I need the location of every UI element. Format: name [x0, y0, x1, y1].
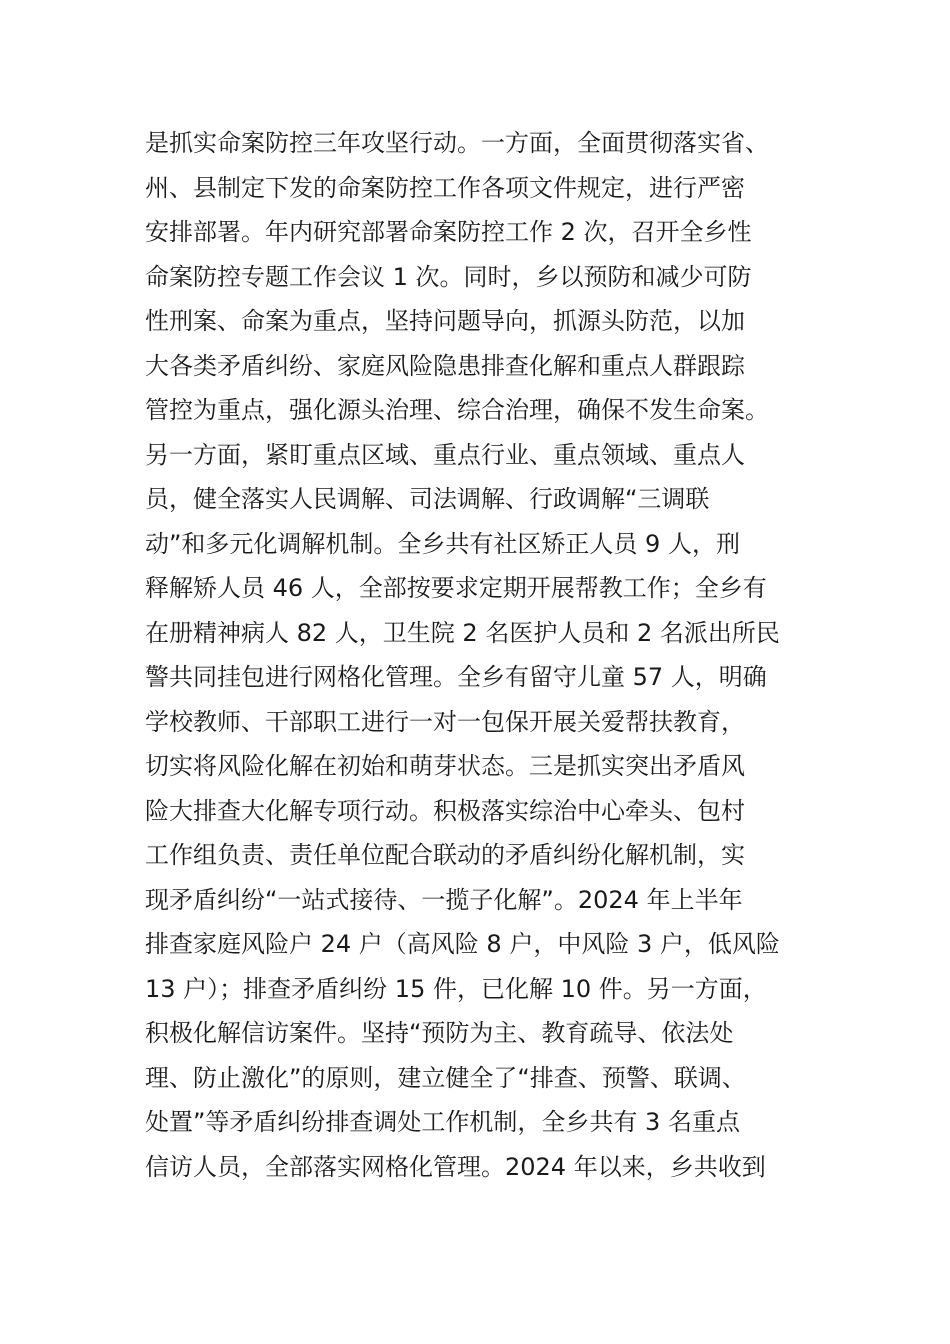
body-text	[145, 121, 815, 1189]
text-line: 员，健全落实人民调解、司法调解、行政调解“三调联	[145, 485, 710, 513]
text-line: 13 户）；排查矛盾纠纷 15 件，已化解 10 件。另一方面，	[145, 974, 767, 1003]
text-line: 是抓实命案防控三年攻坚行动。一方面，全面贯彻落实省、	[145, 129, 769, 157]
text-line: 释解矫人员 46 人，全部按要求定期开展帮教工作；全乡有	[145, 574, 767, 602]
text-line: 积极化解信访案件。坚持“预防为主、教育疏导、依法处	[145, 1019, 734, 1047]
text-line: 性刑案、命案为重点，坚持问题导向，抓源头防范，以加	[145, 307, 745, 335]
text-line: 切实将风险化解在初始和萌芽状态。三是抓实突出矛盾风	[145, 752, 745, 780]
text-line: 工作组负责、责任单位配合联动的矛盾纠纷化解机制，实	[145, 841, 745, 869]
text-line: 在册精神病人 82 人，卫生院 2 名医护人员和 2 名派出所民	[145, 618, 780, 647]
text-line: 险大排查大化解专项行动。积极落实综治中心牵头、包村	[145, 796, 745, 825]
text-line: 排查家庭风险户 24 户（高风险 8 户，中风险 3 户，低风险	[145, 930, 780, 958]
text-line: 警共同挂包进行网格化管理。全乡有留守儿童 57 人，明确	[145, 663, 767, 691]
text-line: 学校教师、干部职工进行一对一包保开展关爱帮扶教育，	[145, 707, 745, 736]
text-line: 大各类矛盾纠纷、家庭风险隐患排查化解和重点人群跟踪	[145, 351, 745, 380]
text-line: 动”和多元化调解机制。全乡共有社区矫正人员 9 人，刑	[145, 529, 740, 558]
text-line: 信访人员，全部落实网格化管理。2024 年以来，乡共收到	[145, 1152, 766, 1181]
text-line: 州、县制定下发的命案防控工作各项文件规定，进行严密	[145, 173, 745, 202]
text-line: 命案防控专题工作会议 1 次。同时，乡以预防和减少可防	[145, 262, 752, 291]
text-line: 现矛盾纠纷“一站式接待、一揽子化解”。2024 年上半年	[145, 885, 743, 914]
text-line: 安排部署。年内研究部署命案防控工作 2 次，召开全乡性	[145, 218, 752, 246]
text-line: 处置”等矛盾纠纷排查调处工作机制，全乡共有 3 名重点	[145, 1108, 740, 1136]
text-line: 另一方面，紧盯重点区域、重点行业、重点领域、重点人	[145, 440, 745, 469]
text-line: 理、防止激化”的原则，建立健全了“排查、预警、联调、	[145, 1063, 746, 1092]
text-line: 管控为重点，强化源头治理、综合治理，确保不发生命案。	[145, 396, 769, 424]
